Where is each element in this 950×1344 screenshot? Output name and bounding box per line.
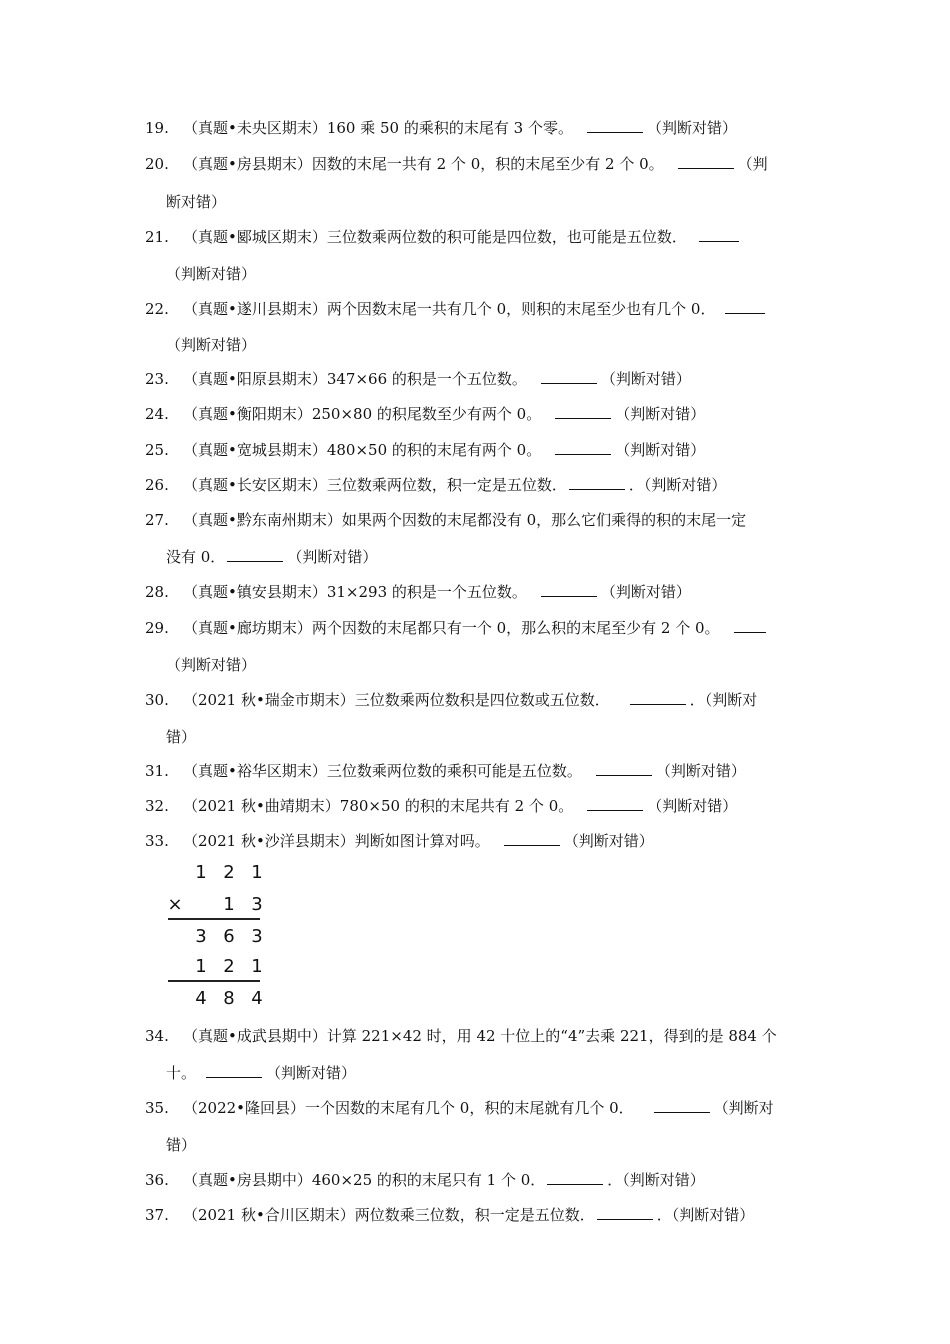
question-text: （真题•未央区期末）160 乘 50 的乘积的末尾有 3 个零。 [183,119,573,137]
answer-blank[interactable] [699,227,739,242]
question-tail: （判断对错） [600,583,691,601]
times-sign: × [167,894,183,915]
question-text: （真题•房县期中）460×25 的积的末尾只有 1 个 0． [183,1171,546,1189]
question-tail: （判断对 [713,1099,774,1117]
question-text: （真题•镇安县期末）31×293 的积是一个五位数。 [183,583,527,601]
digit: 1 [223,894,235,915]
question-25 [145,440,705,460]
question-text: （真题•遂川县期末）两个因数末尾一共有几个 0，则积的末尾至少也有几个 0． [183,300,716,318]
question-19 [145,118,737,138]
question-30 [145,690,757,710]
question-number: 21. [145,228,169,246]
question-32 [145,796,737,816]
question-number: 22. [145,300,169,318]
digit: 3 [251,926,263,947]
answer-blank[interactable] [596,761,652,776]
digit: 2 [223,862,235,883]
question-text: （真题•成武县期中）计算 221×42 时，用 42 十位上的“4”去乘 221，得到的是 884 个 [183,1027,777,1045]
digit: 2 [223,956,235,977]
question-number: 28. [145,583,169,601]
question-number: 25. [145,441,169,459]
question-tail: ．（判断对错） [607,1171,705,1189]
question-29 [145,618,770,638]
question-number: 34. [145,1027,169,1045]
digit: 1 [251,862,263,883]
answer-blank[interactable] [227,547,283,562]
question-text: （真题•阳原县期末）347×66 的积是一个五位数。 [183,370,527,388]
vertical-multiplication-figure [166,862,266,1012]
question-36 [145,1170,705,1190]
question-number: 36. [145,1171,169,1189]
question-tail: （判断对错） [287,548,378,566]
question-number: 35. [145,1099,169,1117]
question-21-continuation: （判断对错） [166,265,257,283]
question-text: （真题•廊坊期末）两个因数的末尾都只有一个 0，那么积的末尾至少有 2 个 0。 [183,619,720,637]
question-tail: ．（判断对错） [628,476,727,494]
question-text: （真题•房县期末）因数的末尾一共有 2 个 0，积的末尾至少有 2 个 0。 [183,155,664,173]
question-text: （2021 秋•瑞金市期末）三位数乘两位数积是四位数或五位数． [183,691,610,709]
question-28 [145,582,691,602]
question-tail: （判断对错） [655,762,746,780]
answer-blank[interactable] [587,796,643,811]
digit: 1 [195,956,207,977]
answer-blank[interactable] [547,1170,603,1185]
question-34-continuation [166,1063,356,1083]
question-34 [145,1026,777,1046]
question-22 [145,299,769,319]
answer-blank[interactable] [206,1063,262,1078]
question-35 [145,1098,774,1118]
question-number: 23. [145,370,169,388]
question-text: （2022•隆回县）一个因数的末尾有几个 0，积的末尾就有几个 0． [183,1099,634,1117]
question-29-continuation: （判断对错） [166,656,257,674]
question-26 [145,475,726,495]
digit: 4 [251,988,263,1009]
question-text: （2021 秋•合川区期末）两位数乘三位数，积一定是五位数． [183,1206,595,1224]
answer-blank[interactable] [587,118,643,133]
digit: 1 [195,862,207,883]
answer-blank[interactable] [541,582,597,597]
answer-blank[interactable] [678,154,734,169]
question-number: 37. [145,1206,169,1224]
question-tail: ．（判断对 [689,691,758,709]
question-31 [145,761,746,781]
question-number: 30. [145,691,169,709]
question-number: 19. [145,119,169,137]
question-number: 32. [145,797,169,815]
answer-blank[interactable] [630,690,686,705]
question-number: 27. [145,511,169,529]
question-tail: （判断对错） [563,832,654,850]
question-tail: （判断对错） [615,441,706,459]
question-text: （真题•裕华区期末）三位数乘两位数的乘积可能是五位数。 [183,762,582,780]
question-number: 20. [145,155,169,173]
answer-blank[interactable] [734,618,766,633]
question-23 [145,369,691,389]
question-27 [145,510,746,530]
answer-blank[interactable] [654,1098,710,1113]
answer-blank[interactable] [541,369,597,384]
question-text: （2021 秋•曲靖期末）780×50 的积的末尾共有 2 个 0。 [183,797,574,815]
question-number: 33. [145,832,169,850]
calc-rule [168,918,260,920]
question-text: （2021 秋•沙洋县期末）判断如图计算对吗。 [183,832,490,850]
question-tail: （判断对错） [615,405,706,423]
question-tail: （判断对错） [646,119,737,137]
answer-blank[interactable] [569,475,625,490]
question-tail: （判 [737,155,768,173]
question-35-continuation: 错） [166,1136,197,1154]
answer-blank[interactable] [597,1205,653,1220]
question-number: 29. [145,619,169,637]
question-tail: （判断对错） [600,370,691,388]
question-number: 31. [145,762,169,780]
question-24 [145,404,705,424]
question-text: （真题•长安区期末）三位数乘两位数，积一定是五位数． [183,476,567,494]
digit: 3 [251,894,263,915]
continuation-text: 十。 [166,1064,197,1082]
answer-blank[interactable] [504,831,560,846]
question-20 [145,154,768,174]
question-tail: （判断对错） [647,797,738,815]
question-text: （真题•宽城县期末）480×50 的积的末尾有两个 0。 [183,441,542,459]
answer-blank[interactable] [725,299,765,314]
question-tail: （判断对错） [266,1064,357,1082]
question-number: 26. [145,476,169,494]
digit: 8 [223,988,235,1009]
question-tail: ．（判断对错） [656,1206,755,1224]
digit: 6 [223,926,235,947]
question-22-continuation: （判断对错） [166,336,257,354]
continuation-text: 没有 0． [166,548,226,566]
question-number: 24. [145,405,169,423]
question-21 [145,227,743,247]
answer-blank[interactable] [555,404,611,419]
question-text: （真题•衡阳期末）250×80 的积尾数至少有两个 0。 [183,405,542,423]
question-text: （真题•郾城区期末）三位数乘两位数的积可能是四位数，也可能是五位数． [183,228,687,246]
question-37 [145,1205,754,1225]
digit: 4 [195,988,207,1009]
question-27-continuation [166,547,377,567]
digit: 3 [195,926,207,947]
digit: 1 [251,956,263,977]
question-30-continuation: 错） [166,728,197,746]
answer-blank[interactable] [555,440,611,455]
question-text: （真题•黔东南州期末）如果两个因数的末尾都没有 0，那么它们乘得的积的末尾一定 [183,511,747,529]
question-20-continuation: 断对错） [166,193,227,211]
question-33 [145,831,654,851]
calc-rule [168,980,260,982]
